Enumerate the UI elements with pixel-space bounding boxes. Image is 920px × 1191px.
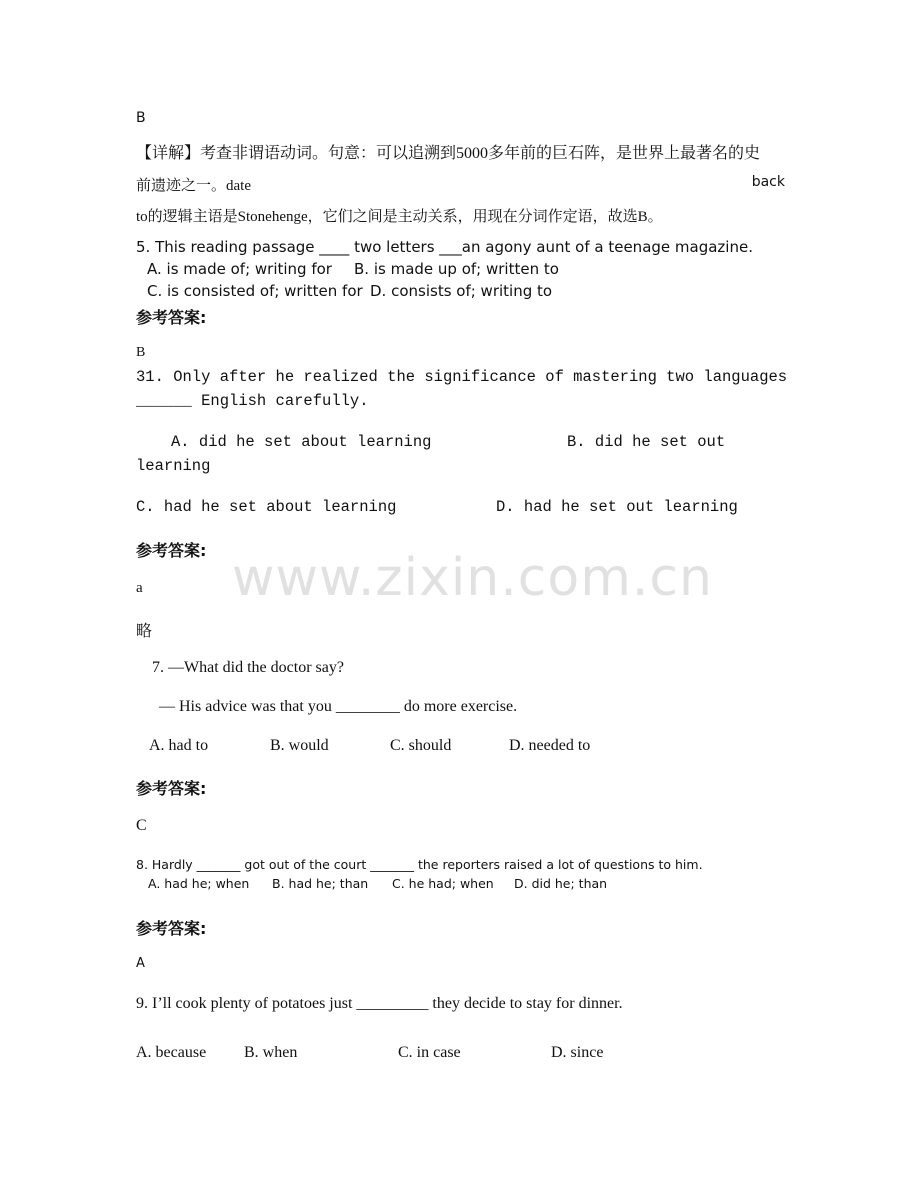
watermark: www.zixin.com.cn xyxy=(232,548,713,608)
q31-option-c: C. had he set about learning xyxy=(136,498,397,516)
q9-option-b: B. when xyxy=(244,1044,298,1061)
answer-heading: 参考答案: xyxy=(136,308,207,327)
q31-option-b: B. did he set out xyxy=(567,433,726,451)
explanation-line-2-left: 前遗迹之一。date xyxy=(136,178,251,194)
q7-answer: C xyxy=(136,817,147,834)
q31-note: 略 xyxy=(136,623,153,640)
answer-heading: 参考答案: xyxy=(136,541,207,560)
answer-heading: 参考答案: xyxy=(136,779,207,798)
q5-stem: 5. This reading passage ____ two letters ___an agony aunt of a teenage magazine. xyxy=(136,238,753,256)
q31-stem-line-1: 31. Only after he realized the significance of mastering two languages xyxy=(136,368,788,386)
explanation-line-2-right: back xyxy=(751,174,785,190)
q8-stem: 8. Hardly _______ got out of the court _______ the reporters raised a lot of questions to him. xyxy=(136,857,703,872)
q31-stem-line-2: ______ English carefully. xyxy=(136,392,369,410)
q8-option-b: B. had he; than xyxy=(272,876,369,891)
q8-option-d: D. did he; than xyxy=(514,876,608,891)
q7-stem-line-1: 7. —What did the doctor say? xyxy=(152,659,344,676)
q31-option-b-cont: learning xyxy=(136,457,211,475)
q5-answer: B xyxy=(136,345,146,360)
explanation-line-1: 【详解】考查非谓语动词。句意：可以追溯到5000多年前的巨石阵，是世界上最著名的史 xyxy=(136,145,761,162)
q9-stem: 9. I’ll cook plenty of potatoes just _________ they decide to stay for dinner. xyxy=(136,995,623,1012)
explanation-line-3: to的逻辑主语是Stonehenge，它们之间是主动关系，用现在分词作定语，故选B。 xyxy=(136,209,663,225)
q7-option-a: A. had to xyxy=(149,737,209,754)
q31-option-d: D. had he set out learning xyxy=(496,498,738,516)
q5-option-a: A. is made of; writing for xyxy=(147,260,332,278)
q8-option-c: C. he had; when xyxy=(392,876,494,891)
q9-option-a: A. because xyxy=(136,1044,207,1061)
q5-option-b: B. is made up of; written to xyxy=(354,260,559,278)
q5-option-c: C. is consisted of; written for xyxy=(147,282,363,300)
answer-b1: B xyxy=(136,110,146,126)
q7-option-b: B. would xyxy=(270,737,329,754)
q9-option-d: D. since xyxy=(551,1044,604,1061)
q31-option-a: A. did he set about learning xyxy=(171,433,432,451)
q31-answer: a xyxy=(136,580,143,596)
q9-option-c: C. in case xyxy=(398,1044,461,1061)
q5-option-d: D. consists of; writing to xyxy=(370,282,553,300)
q8-option-a: A. had he; when xyxy=(148,876,250,891)
q8-answer: A xyxy=(136,956,145,971)
q7-option-c: C. should xyxy=(390,737,452,754)
answer-heading: 参考答案: xyxy=(136,919,207,938)
q7-stem-line-2: — His advice was that you ________ do more exercise. xyxy=(159,698,518,715)
q7-option-d: D. needed to xyxy=(509,737,591,754)
